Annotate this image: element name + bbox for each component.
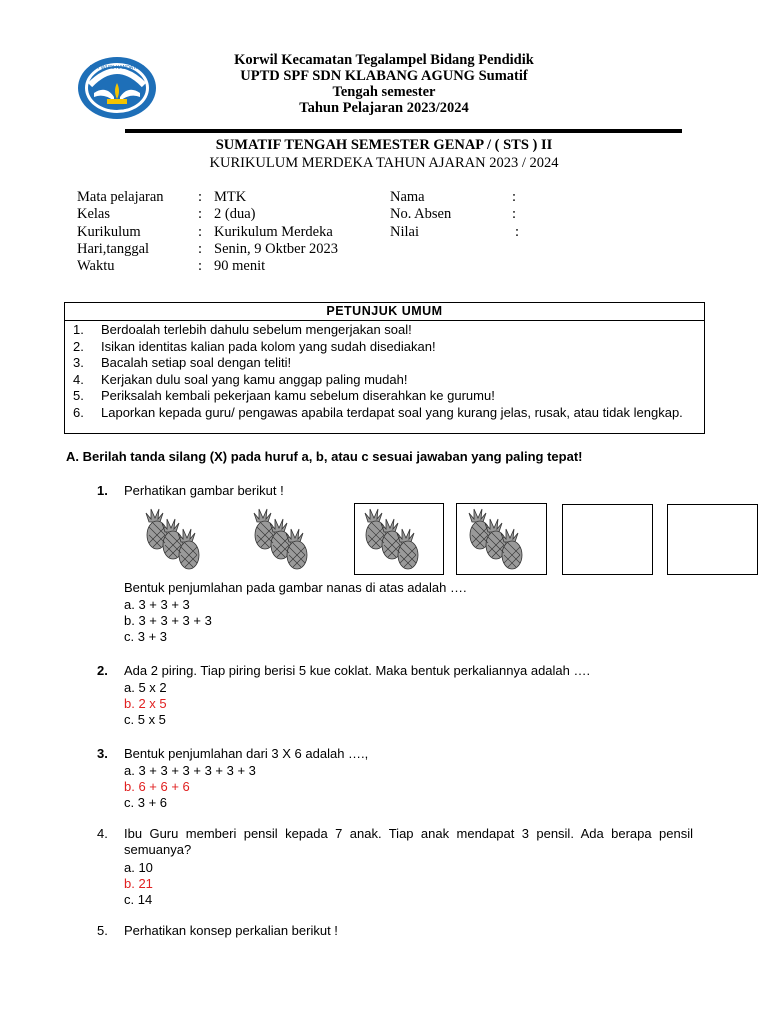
question-text: Ada 2 piring. Tiap piring berisi 5 kue coklat. Maka bentuk perkaliannya adalah ….: [124, 663, 591, 678]
option-a[interactable]: a. 10: [124, 860, 153, 875]
instructions-heading: PETUNJUK UMUM: [65, 303, 704, 321]
identity-value: 2 (dua): [214, 206, 256, 222]
instruction-item: [65, 339, 704, 356]
option-b-answer[interactable]: b. 6 + 6 + 6: [124, 779, 190, 794]
identity-sep: :: [198, 258, 203, 274]
instruction-text: Laporkan kepada guru/ pengawas apabila terdapat soal yang kurang jelas, rusak, atau tidak lengkap.: [101, 404, 683, 420]
option-c[interactable]: c. 5 x 5: [124, 712, 166, 727]
instruction-text: Kerjakan dulu soal yang kamu anggap paling mudah!: [101, 371, 408, 387]
name-field[interactable]: :: [512, 189, 517, 205]
question-number: 4.: [97, 826, 108, 841]
question-number: 2.: [97, 663, 108, 678]
instruction-num: 1.: [73, 322, 84, 337]
identity-label: Mata pelajaran: [77, 189, 164, 205]
option-a[interactable]: a. 3 + 3 + 3 + 3 + 3 + 3: [124, 763, 256, 778]
question-number: 5.: [97, 923, 108, 938]
pineapple-group-image: [458, 505, 538, 575]
instruction-item: [65, 322, 704, 339]
empty-picture-box: [667, 504, 758, 575]
option-c[interactable]: c. 3 + 3: [124, 629, 167, 644]
identity-value: Senin, 9 Oktber 2023: [214, 241, 339, 257]
identity-value: MTK: [214, 189, 247, 205]
instruction-text: Periksalah kembali pekerjaan kamu sebelum diserahkan ke gurumu!: [101, 388, 495, 403]
identity-value: Kurikulum Merdeka: [214, 224, 333, 240]
question-text: Perhatikan konsep perkalian berikut !: [124, 923, 338, 938]
instruction-item: [65, 355, 704, 372]
question-number: 3.: [97, 746, 108, 761]
absen-field[interactable]: :: [512, 206, 517, 222]
instruction-num: 2.: [73, 338, 84, 354]
question-text: Bentuk penjumlahan dari 3 X 6 adalah ….,: [124, 746, 369, 761]
identity-value: 90 menit: [214, 258, 266, 274]
identity-sep: :: [198, 241, 203, 257]
nilai-field[interactable]: :: [515, 224, 520, 240]
instruction-item: [65, 372, 704, 389]
section-a-heading: A. Berilah tanda silang (X) pada huruf a, b, atau c sesuai jawaban yang paling tepat!: [66, 449, 583, 464]
instruction-text: Isikan identitas kalian pada kolom yang sudah disediakan!: [101, 338, 436, 354]
svg-text:TUT WURI HANDAYANI: TUT WURI HANDAYANI: [89, 65, 145, 71]
pineapple-group-image: [135, 505, 215, 575]
instruction-item: [65, 388, 704, 405]
instruction-text: Bacalah setiap soal dengan teliti!: [101, 355, 292, 370]
instruction-num: 4.: [73, 371, 84, 387]
exam-title: SUMATIF TENGAH SEMESTER GENAP / ( STS ) II: [215, 137, 553, 153]
exam-subtitle: KURIKULUM MERDEKA TAHUN AJARAN 2023 / 2024: [209, 155, 559, 171]
instructions-box: [64, 302, 705, 434]
option-a[interactable]: a. 5 x 2: [124, 680, 167, 695]
identity-label: Nama: [390, 189, 425, 205]
header-line-4: Tahun Pelajaran 2023/2024: [299, 100, 469, 116]
instruction-num: 3.: [73, 355, 84, 370]
header-divider: [125, 129, 682, 133]
pineapple-group-image: [243, 505, 323, 575]
identity-sep: :: [198, 189, 203, 205]
identity-label: No. Absen: [390, 206, 452, 222]
identity-label: Waktu: [77, 258, 115, 274]
instruction-num: 6.: [73, 404, 84, 420]
option-c[interactable]: c. 3 + 6: [124, 795, 167, 810]
instruction-text: Berdoalah terlebih dahulu sebelum mengerjakan soal!: [101, 322, 412, 337]
instruction-num: 5.: [73, 388, 84, 403]
identity-label: Nilai: [390, 224, 419, 240]
header-line-2: UPTD SPF SDN KLABANG AGUNG Sumatif: [240, 68, 528, 84]
question-text: Ibu Guru memberi pensil kepada 7 anak. Tiap anak mendapat 3 pensil. Ada berapa pensil semuanya?: [124, 826, 693, 857]
empty-picture-box: [562, 504, 653, 575]
question-text: Perhatikan gambar berikut !: [124, 483, 284, 498]
identity-sep: :: [198, 224, 203, 240]
identity-sep: :: [198, 206, 203, 222]
instruction-item: [65, 405, 704, 422]
option-b-answer[interactable]: b. 2 x 5: [124, 696, 167, 711]
option-b-answer[interactable]: b. 21: [124, 876, 153, 891]
option-b[interactable]: b. 3 + 3 + 3 + 3: [124, 613, 212, 628]
option-a[interactable]: a. 3 + 3 + 3: [124, 597, 190, 612]
question-subtext: Bentuk penjumlahan pada gambar nanas di atas adalah ….: [124, 580, 467, 595]
option-c[interactable]: c. 14: [124, 892, 153, 907]
identity-label: Kelas: [77, 206, 111, 222]
identity-label: Hari,tanggal: [77, 241, 150, 257]
question-number: 1.: [97, 483, 108, 498]
pineapple-group-image: [354, 505, 434, 575]
identity-label: Kurikulum: [77, 224, 141, 240]
header-line-3: Tengah semester: [332, 84, 436, 100]
header-line-1: Korwil Kecamatan Tegalampel Bidang Pendidik: [234, 52, 534, 68]
